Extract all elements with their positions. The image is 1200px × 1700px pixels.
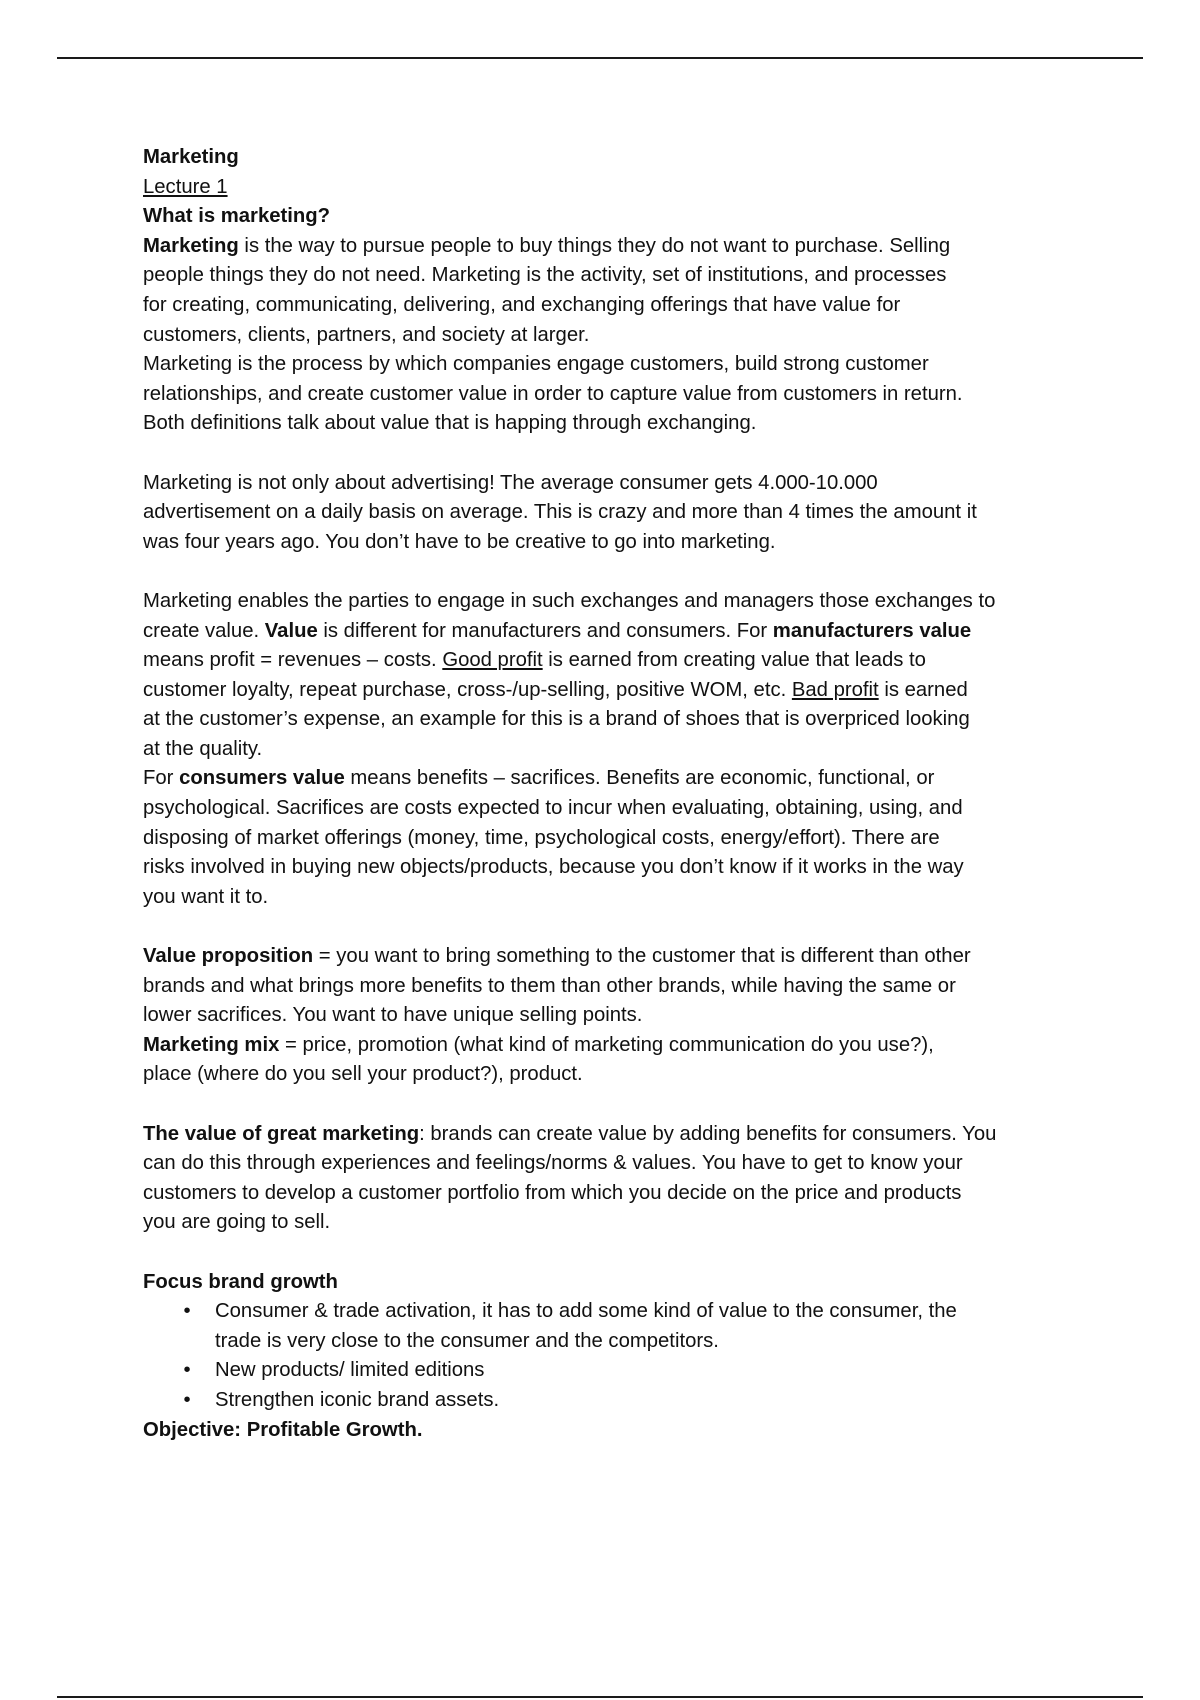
text-line: disposing of market offerings (money, time, psychological costs, energy/effort). There are [143, 826, 940, 849]
text-line: means benefits – sacrifices. Benefits are economic, functional, or [344, 767, 935, 790]
paragraph-marketing-process [143, 350, 1078, 439]
text-line: at the quality. [143, 737, 263, 760]
text-line: was four years ago. You don’t have to be creative to go into marketing. [143, 530, 776, 553]
text-line: is the way to pursue people to buy things they do not want to purchase. Selling [238, 234, 951, 257]
term-value-of-great-marketing: The value of great marketing [143, 1122, 420, 1145]
text-line: relationships, and create customer value in order to capture value from customers in return. [143, 382, 963, 405]
term-value-proposition: Value proposition [143, 945, 314, 968]
bullet-icon: • [183, 1300, 191, 1323]
document-body [143, 143, 1078, 1445]
list-item [143, 1297, 1078, 1356]
term-bad-profit: Bad profit [791, 678, 879, 701]
text-line: is different for manufacturers and consumers. For [317, 619, 773, 642]
text-line: Both definitions talk about value that is happing through exchanging. [143, 412, 757, 435]
text-line: : brands can create value by adding benefits for consumers. You [419, 1122, 997, 1145]
focus-heading: Focus brand growth [143, 1270, 338, 1293]
top-rule [57, 57, 1143, 59]
text-line: create value. [143, 619, 265, 642]
paragraph-marketing-definition [143, 232, 1078, 350]
document-title: Marketing [143, 146, 239, 168]
text-line: trade is very close to the consumer and the competitors. [215, 1329, 719, 1352]
text-line: for creating, communicating, delivering, and exchanging offerings that have value for [143, 293, 901, 316]
bullet-icon: • [183, 1359, 191, 1382]
focus-list [143, 1297, 1078, 1415]
text-line: is earned from creating value that leads to [542, 649, 926, 672]
objective-line: Objective: Profitable Growth. [143, 1418, 423, 1441]
text-line: = price, promotion (what kind of marketing communication do you use?), [279, 1033, 934, 1056]
text-line: customer loyalty, repeat purchase, cross-/up-selling, positive WOM, etc. [143, 678, 792, 701]
term-value: Value [264, 619, 318, 642]
text-line: Strengthen iconic brand assets. [215, 1388, 500, 1411]
bullet-icon: • [183, 1388, 191, 1411]
term-marketing-mix: Marketing mix [143, 1033, 280, 1056]
text-line: = you want to bring something to the customer that is different than other [313, 945, 971, 968]
text-line: is earned [878, 678, 968, 701]
paragraph-advertising [143, 469, 1078, 558]
paragraph-consumers-value [143, 764, 1078, 912]
text-line: customers, clients, partners, and society at larger. [143, 323, 590, 346]
text-line: For [143, 767, 180, 790]
term-marketing: Marketing [143, 234, 239, 257]
list-item [143, 1386, 1078, 1416]
term-consumers-value: consumers value [179, 767, 345, 790]
text-line: customers to develop a customer portfolio from which you decide on the price and products [143, 1181, 962, 1204]
term-good-profit: Good profit [442, 649, 543, 672]
section-heading: What is marketing? [143, 205, 331, 228]
text-line: risks involved in buying new objects/products, because you don’t know if it works in the way [143, 856, 964, 879]
text-line: you are going to sell. [143, 1211, 331, 1234]
text-line: brands and what brings more benefits to them than other brands, while having the same or [143, 974, 956, 997]
text-line: place (where do you sell your product?), product. [143, 1063, 583, 1086]
text-line: lower sacrifices. You want to have unique selling points. [143, 1004, 643, 1027]
text-line: New products/ limited editions [215, 1359, 485, 1382]
text-line: Marketing is not only about advertising! The average consumer gets 4.000-10.000 [143, 471, 878, 494]
text-line: Consumer & trade activation, it has to add some kind of value to the consumer, the [215, 1300, 957, 1323]
text-line: Marketing is the process by which companies engage customers, build strong customer [143, 353, 929, 376]
list-item [143, 1356, 1078, 1386]
text-line: people things they do not need. Marketing is the activity, set of institutions, and processes [143, 264, 947, 287]
text-line: at the customer’s expense, an example for this is a brand of shoes that is overpriced looking [143, 708, 970, 731]
paragraph-marketing-mix [143, 1031, 1078, 1090]
text-line: advertisement on a daily basis on average. This is crazy and more than 4 times the amount it [143, 501, 977, 524]
text-line: means profit = revenues – costs. [143, 649, 443, 672]
text-line: Marketing enables the parties to engage in such exchanges and managers those exchanges to [143, 589, 996, 612]
paragraph-great-marketing [143, 1120, 1078, 1238]
paragraph-value-exchange [143, 587, 1078, 765]
bottom-rule [57, 1696, 1143, 1698]
text-line: psychological. Sacrifices are costs expected to incur when evaluating, obtaining, using, and [143, 797, 963, 820]
text-line: can do this through experiences and feelings/norms & values. You have to get to know your [143, 1152, 963, 1175]
term-manufacturers-value: manufacturers value [772, 619, 972, 642]
text-line: you want it to. [143, 885, 269, 908]
paragraph-value-proposition [143, 942, 1078, 1031]
lecture-label: Lecture 1 [143, 175, 228, 198]
